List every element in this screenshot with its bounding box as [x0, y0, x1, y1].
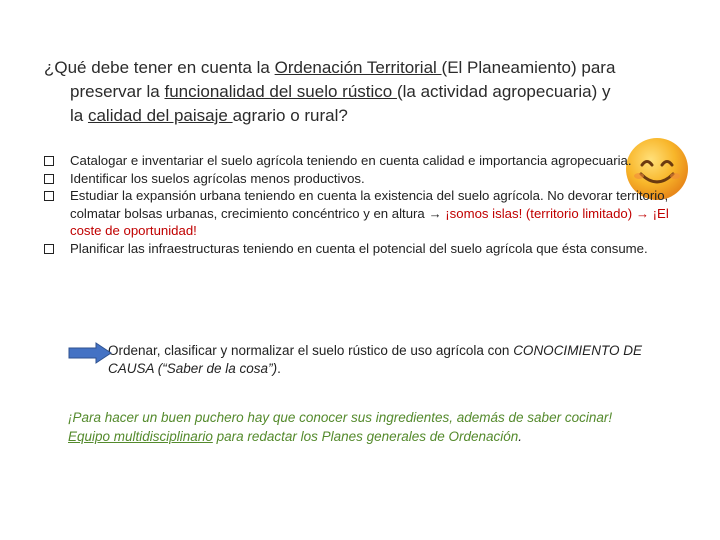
right-arrow-icon: [68, 342, 112, 364]
bullet-red-text-2: ¡El coste de oportunidad!: [70, 205, 669, 238]
list-item: [44, 187, 680, 240]
heading-line-2: [44, 80, 684, 104]
conclusion-emphasis: CONOCIMIENTO DE CAUSA (“Saber de la cosa”): [108, 343, 642, 376]
checkbox-bullet-icon: [44, 156, 54, 166]
checkbox-bullet-icon: [44, 191, 54, 201]
bullet-text: Estudiar la expansión urbana teniendo en cuenta la existencia del suelo agrícola. No devorar territorio, colmatar bolsas urbanas, crecimiento concéntrico y en altura: [70, 188, 669, 221]
bullet-red-text: ¡somos islas! (territorio limitado): [441, 205, 636, 221]
right-arrow-icon: →: [635, 205, 649, 221]
bullet-text: Identificar los suelos agrícolas menos productivos.: [70, 170, 365, 186]
heading-text-4: (la actividad agropecuaria) y: [396, 82, 611, 101]
conclusion-end: .: [277, 361, 281, 376]
right-arrow-icon: →: [428, 205, 442, 221]
heading-text-1: ¿Qué debe tener en cuenta la: [44, 58, 275, 77]
note-paragraph: [68, 408, 688, 446]
heading-line-3: [44, 104, 684, 128]
bullet-list: [44, 152, 680, 257]
note-end: .: [518, 429, 523, 444]
bullet-text: Catalogar e inventariar el suelo agrícola teniendo en cuenta calidad e importancia agropecuaria.: [70, 153, 632, 168]
page-heading: [44, 56, 684, 128]
list-item: [44, 240, 680, 258]
heading-text-3: preservar la: [70, 82, 165, 101]
checkbox-bullet-icon: [44, 244, 54, 254]
checkbox-bullet-icon: [44, 174, 54, 184]
heading-text-5: la: [70, 106, 88, 125]
note-line-1: ¡Para hacer un buen puchero hay que conocer sus ingredientes, además de saber cocinar!: [68, 410, 613, 425]
heading-underline-calidad: calidad del paisaje: [87, 106, 233, 125]
note-team-underline: Equipo multidisciplinario: [68, 429, 213, 444]
conclusion-text-block: [68, 342, 688, 378]
heading-underline-funcionalidad: funcionalidad del suelo rústico: [164, 82, 397, 101]
conclusion-paragraph: [68, 342, 688, 378]
list-item: [44, 170, 680, 188]
heading-text-6: agrario o rural?: [232, 106, 348, 125]
heading-text-2: (El Planeamiento) para: [441, 58, 616, 77]
note-line-2: para redactar los Planes generales de Ordenación: [212, 429, 519, 444]
list-item: [44, 152, 680, 170]
heading-underline-ordenacion: Ordenación Territorial: [274, 58, 442, 77]
conclusion-text: Ordenar, clasificar y normalizar el suelo rústico de uso agrícola con: [108, 343, 514, 358]
bullet-text: Planificar las infraestructuras teniendo en cuenta el potencial del suelo agrícola que ésta consume.: [70, 240, 648, 256]
